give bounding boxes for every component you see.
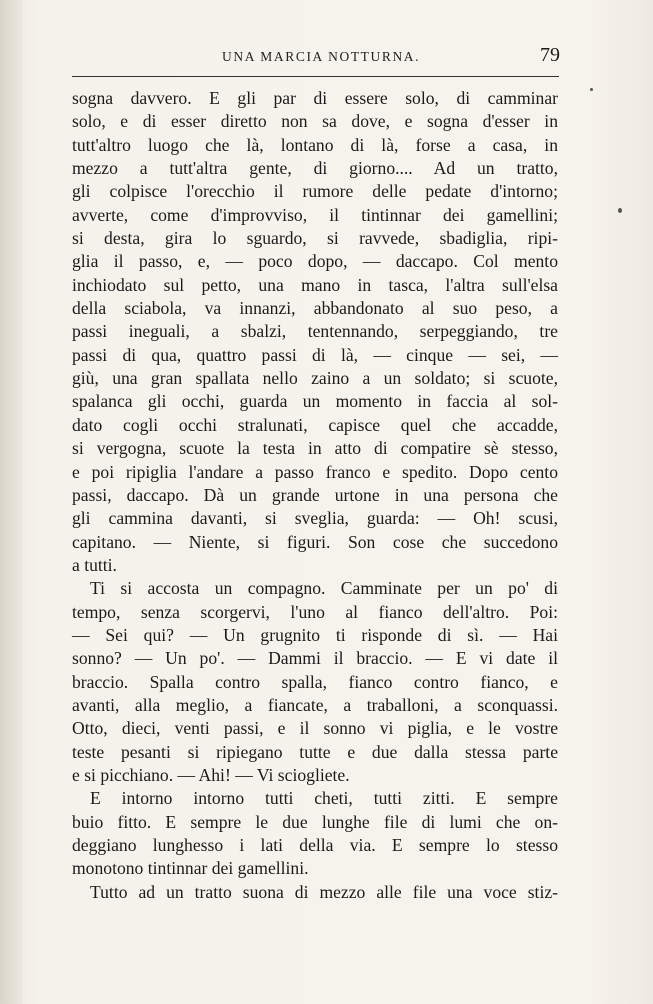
text-line: giù, una gran spallata nello zaino a un soldato; si scuote, (72, 368, 558, 389)
text-line: sogna davvero. E gli par di essere solo, di camminar (72, 88, 558, 108)
text-line: mezzo a tutt'altra gente, di giorno.... Ad un tratto, (72, 158, 558, 179)
text-line: teste pesanti si ripiegano tutte e due dalla stessa parte (72, 741, 558, 762)
page-gutter (0, 0, 22, 1004)
ink-speck (618, 208, 622, 213)
text-line: sonno? — Un po'. — Dammi il braccio. — E vi date il (72, 648, 558, 669)
body-text (72, 87, 558, 904)
text-line: monotono tintinnar dei gamellini. (72, 858, 309, 879)
text-line: si vergogna, scuote la testa in atto di compatire sè stesso, (72, 438, 558, 459)
text-line: braccio. Spalla contro spalla, fianco contro fianco, e (72, 671, 558, 692)
text-line: a tutti. (72, 554, 117, 575)
text-line: e poi ripiglia l'andare a passo franco e spedito. Dopo cento (72, 461, 558, 482)
text-line: gli colpisce l'orecchio il rumore delle pedate d'intorno; (72, 181, 558, 202)
text-line: Otto, dieci, venti passi, e il sonno vi piglia, e le vostre (72, 718, 558, 739)
text-line: tempo, senza scorgervi, l'uno al fianco dell'altro. Poi: (72, 601, 558, 622)
text-line: Ti si accosta un compagno. Camminate per un po' di (90, 578, 558, 599)
text-line: glia il passo, e, — poco dopo, — daccapo. Col mento (72, 251, 558, 272)
header-rule (72, 76, 559, 77)
text-line: — Sei qui? — Un grugnito ti risponde di sì. — Hai (72, 624, 558, 645)
page-header (72, 46, 560, 70)
text-line: E intorno intorno tutti cheti, tutti zitti. E sempre (90, 788, 558, 809)
text-line: passi, daccapo. Dà un grande urtone in una persona che (72, 484, 558, 505)
text-line: tutt'altro luogo che là, lontano di là, forse a casa, in (72, 134, 558, 155)
page-number: 79 (540, 44, 560, 66)
text-line: solo, e di esser diretto non sa dove, e sogna d'esser in (72, 111, 558, 132)
text-line: gli cammina davanti, si sveglia, guarda: — Oh! scusi, (72, 508, 558, 529)
text-line: spalanca gli occhi, guarda un momento in faccia al sol- (72, 391, 558, 412)
text-line: avverte, come d'improvviso, il tintinnar dei gamellini; (72, 204, 558, 225)
text-line: della sciabola, va innanzi, abbandonato al suo peso, a (72, 298, 558, 319)
text-line: buio fitto. E sempre le due lunghe file di lumi che on- (72, 811, 558, 832)
text-line: dato cogli occhi stralunati, capisce quel che accadde, (72, 414, 558, 435)
running-title: UNA MARCIA NOTTURNA. (222, 49, 421, 64)
text-line: avanti, alla meglio, a fiancate, a traballoni, a sconquassi. (72, 694, 558, 715)
text-line: inchiodato sul petto, una mano in tasca, l'altra sull'elsa (72, 274, 558, 295)
text-line: Tutto ad un tratto suona di mezzo alle file una voce stiz- (90, 881, 558, 902)
text-line: capitano. — Niente, si figuri. Son cose che succedono (72, 531, 558, 552)
ink-speck (590, 88, 593, 91)
text-line: e si picchiano. — Ahi! — Vi sciogliete. (72, 764, 350, 785)
text-line: deggiano lunghesso i lati della via. E sempre lo stesso (72, 835, 558, 855)
text-line: passi ineguali, a sbalzi, tentennando, serpeggiando, tre (72, 321, 558, 342)
text-line: passi di qua, quattro passi di là, — cinque — sei, — (72, 344, 558, 365)
text-line: si desta, gira lo sguardo, si ravvede, sbadiglia, ripi- (72, 228, 558, 249)
